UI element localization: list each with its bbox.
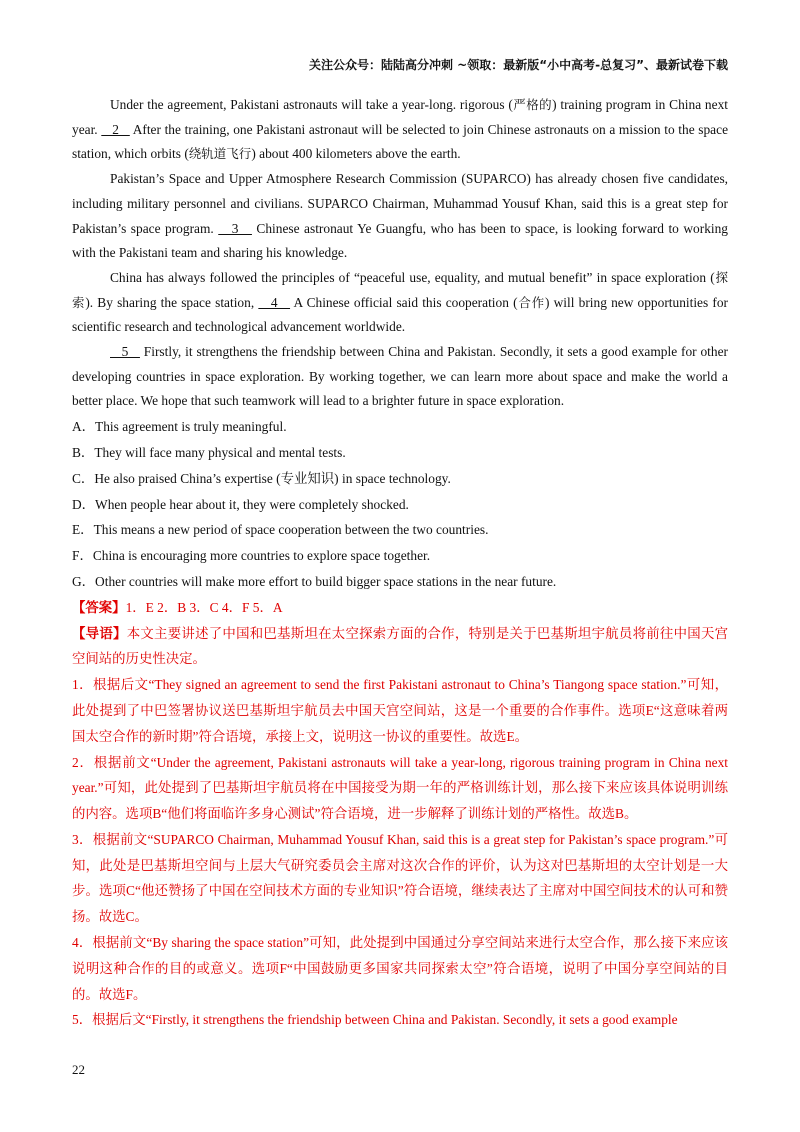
passage-text: Firstly, it strengthens the friendship between China and Pakistan. Secondly, it sets a good example for other developing countries in space exploration. By working together, we can learn more about space and make the world a better place. We hope that such teamwork will lead to a brighter future in space exploration. bbox=[72, 344, 729, 409]
passage-paragraph bbox=[72, 93, 728, 167]
option-list bbox=[72, 414, 728, 595]
option-item: E．This means a new period of space cooperation between the two countries. bbox=[72, 522, 489, 538]
guide-tag: 【导语】 bbox=[72, 625, 127, 641]
answer-line bbox=[72, 595, 728, 621]
explanation-item: 4．根据前文“By sharing the space station”可知，此处提到中国通过分享空间站来进行太空合作，那么接下来应该说明这种合作的目的或意义。选项F“中国鼓励更多国家共同探索太空”符合语境，说明了中国分享空间站的目的。故选F。 bbox=[72, 935, 728, 1002]
answer-blank: 5 bbox=[110, 344, 140, 360]
chinese-gloss: 绕轨道飞行 bbox=[188, 146, 252, 162]
explanation-item: 3．根据前文“SUPARCO Chairman, Muhammad Yousuf Khan, said this is a great step for Pakistan’s space program.”可知，此处是巴基斯坦空间与上层大气研究委员会主席对这次合作的评价，认为这对巴基斯坦的太空计划是一大步。选项C“他还赞扬了中国在空间技术方面的专业知识”符合语境，继续表达了主席对中国空间技术的认可和赞扬。故选C。 bbox=[72, 831, 728, 925]
chinese-gloss: 合作 bbox=[517, 294, 546, 310]
passage-text: Under the agreement, Pakistani astronauts will take a year-long. rigorous ( bbox=[110, 97, 513, 112]
option-item: G．Other countries will make more effort to build bigger space stations in the near future. bbox=[72, 573, 557, 589]
passage-paragraph bbox=[72, 340, 728, 414]
passage-text: ) training program in China next year. bbox=[72, 97, 728, 137]
page-number: 22 bbox=[72, 1062, 85, 1077]
passage-text: Pakistan’s Space and Upper Atmosphere Research Commission (SUPARCO) has already chosen five candidates, including military personnel and civilians. SUPARCO Chairman, Muhammad Yousuf Khan, said this is a great step for Pakistan’s space program. bbox=[72, 171, 728, 236]
passage-text: China has always followed the principles of “peaceful use, equality, and mutual benefit” in space exploration ( bbox=[110, 269, 715, 285]
explanation-item: 2．根据前文“Under the agreement, Pakistani astronauts will take a year-long, rigorous training program in China next year.”可知，此处提到了巴基斯坦宇航员将在中国接受为期一年的严格训练计划，那么接下来应该具体说明训练的内容。选项B“他们将面临许多身心测试”符合语境，进一步解释了训练计划的严格性。故选B。 bbox=[72, 754, 728, 822]
answer-blank: 4 bbox=[258, 294, 291, 310]
passage-text: After the training, one Pakistani astronaut will be selected to join Chinese astronauts on a mission to the space station, which orbits ( bbox=[72, 121, 729, 162]
guide-line bbox=[72, 621, 728, 673]
reading-passage bbox=[72, 93, 728, 414]
answer-blank: 3 bbox=[218, 220, 252, 236]
answer-tag: 【答案】 bbox=[72, 599, 126, 615]
answer-blank: 2 bbox=[101, 121, 130, 137]
option-item: F．China is encouraging more countries to explore space together. bbox=[72, 548, 431, 564]
option-item: C．He also praised China’s expertise (专业知识) in space technology. bbox=[72, 470, 451, 486]
document-content bbox=[72, 93, 728, 1033]
option-item: B．They will face many physical and mental tests. bbox=[72, 444, 346, 460]
chinese-gloss: 探索 bbox=[72, 269, 728, 310]
passage-text: ) will bring new opportunities for scientific research and technological advancement worldwide. bbox=[72, 294, 728, 335]
passage-text: ) about 400 kilometers above the earth. bbox=[251, 146, 461, 162]
page-header: 关注公众号：陆陆高分冲刺 ~领取：最新版“小中高考-总复习”、最新试卷下载 bbox=[309, 58, 728, 72]
explanation-list bbox=[72, 672, 728, 1033]
option-item: A．This agreement is truly meaningful. bbox=[72, 419, 287, 435]
answer-text: 1．E 2．B 3．C 4．F 5．A bbox=[125, 599, 283, 615]
passage-paragraph bbox=[72, 266, 728, 340]
chinese-gloss: 严格的 bbox=[512, 97, 553, 112]
passage-text: A Chinese official said this cooperation ( bbox=[290, 294, 518, 310]
passage-text: Chinese astronaut Ye Guangfu, who has been to space, is looking forward to working with the Pakistani team and sharing his knowledge. bbox=[72, 220, 729, 261]
passage-paragraph bbox=[72, 167, 728, 266]
explanation-item: 1．根据后文“They signed an agreement to send the first Pakistani astronaut to China’s Tiangong space station.”可知，此处提到了中巴签署协议送巴基斯坦宇航员去中国天宫空间站，这是一个重要的合作事件。选项E“这意味着两国太空合作的新时期”符合语境，承接上文，说明这一协议的重要性。故选E。 bbox=[72, 677, 728, 744]
option-item: D．When people hear about it, they were completely shocked. bbox=[72, 496, 409, 512]
passage-text: ). By sharing the space station, bbox=[85, 294, 259, 310]
guide-text: 本文主要讲述了中国和巴基斯坦在太空探索方面的合作，特别是关于巴基斯坦宇航员将前往中国天宫空间站的历史性决定。 bbox=[72, 625, 729, 667]
explanation-item: 5．根据后文“Firstly, it strengthens the friendship between China and Pakistan. Secondly, it sets a good example bbox=[72, 1012, 678, 1028]
